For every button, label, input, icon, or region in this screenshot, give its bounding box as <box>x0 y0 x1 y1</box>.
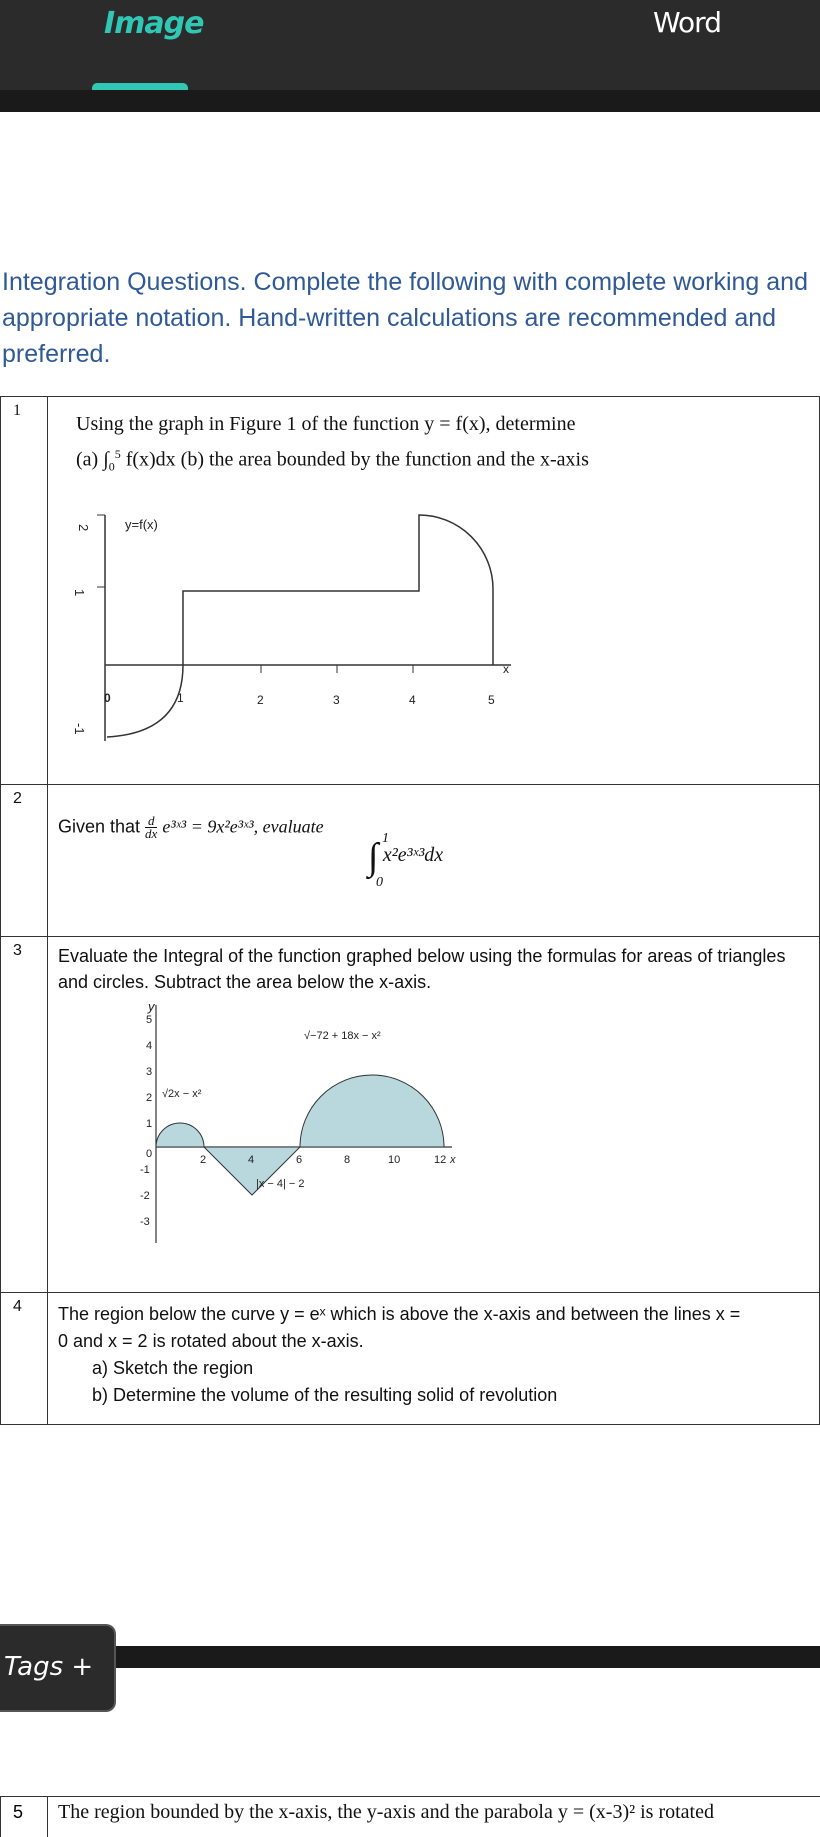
question-3-cell <box>48 937 820 1293</box>
document-heading: Integration Questions. Complete the following with complete working and appropriate notation. Hand-written calculations are recommended and preferred. <box>2 268 808 368</box>
graph3-xtick-2: 2 <box>200 1154 207 1166</box>
question-number <box>1 397 48 785</box>
graph3-xtick-4: 4 <box>248 1154 255 1166</box>
question-1-cell <box>48 397 820 785</box>
q4-line2: 0 and x = 2 is rotated about the x-axis. <box>58 1331 364 1351</box>
graph3-ytick-1: 1 <box>146 1118 153 1130</box>
q4-part-b: b) Determine the volume of the resulting solid of revolution <box>92 1385 558 1405</box>
active-tab-indicator <box>92 83 188 90</box>
graph3-x-label: x <box>450 1154 456 1166</box>
question-number <box>1 937 48 1293</box>
question-row-1 <box>1 397 820 785</box>
graph3-small-semicircle <box>156 1123 204 1147</box>
graph3-xtick-8: 8 <box>344 1154 351 1166</box>
q2-lower-limit: 0 <box>376 875 383 890</box>
tags-label: Tags + <box>4 1652 94 1682</box>
q2-frac-den: dx <box>145 826 158 841</box>
question-2-cell <box>48 785 820 937</box>
graph3-y-label: y <box>148 999 155 1014</box>
tags-bar <box>116 1646 820 1668</box>
q4-line1: The region below the curve y = eˣ which is above the x-axis and between the lines x = <box>58 1304 741 1324</box>
q1-line2-rest: f(x)dx (b) the area bounded by the function and the x-axis <box>120 448 589 471</box>
question-2-text <box>48 785 819 890</box>
question-5-text: The region bounded by the x-axis, the y-axis and the parabola y = (x-3)² is rotated <box>58 1801 714 1823</box>
question-row-5 <box>0 1796 820 1837</box>
question-number-label: 3 <box>13 942 22 959</box>
q1-integral-sign: (a) ∫ <box>76 448 109 471</box>
q2-integral-sign: ∫ <box>368 836 379 878</box>
question-1-text <box>48 397 819 482</box>
graph1-xtick-3: 3 <box>332 692 340 707</box>
question-row-2 <box>1 785 820 937</box>
question-4-cell <box>48 1293 820 1425</box>
tab-image[interactable]: Image <box>104 6 204 41</box>
graph3-ytick-neg1: -1 <box>140 1164 150 1176</box>
q1-line2 <box>76 439 819 482</box>
q4-part-a: a) Sketch the region <box>92 1358 254 1378</box>
graph3-ytick-3: 3 <box>146 1066 153 1078</box>
graph1-x-label: x <box>502 661 509 676</box>
graph1-xtick-2: 2 <box>256 692 264 707</box>
question-number-label: 2 <box>13 790 22 807</box>
tab-word[interactable]: Word <box>653 6 721 39</box>
q2-derivative <box>145 815 157 840</box>
graph1-xtick-1: 1 <box>176 690 184 705</box>
top-toolbar <box>0 0 820 90</box>
graph3-xtick-6: 6 <box>296 1154 303 1166</box>
q2-expression: e³ˣ³ = 9x²e³ˣ³, evaluate <box>162 816 324 837</box>
q2-integral <box>368 831 444 890</box>
question-number-label: 1 <box>13 402 21 419</box>
q2-given: Given that <box>58 816 146 837</box>
graph3-big-semicircle <box>300 1075 444 1147</box>
toolbar-divider <box>0 90 820 112</box>
figure-1-graph <box>51 501 551 791</box>
question-number-label: 5 <box>13 1802 24 1822</box>
graph3-ytick-2: 2 <box>146 1092 153 1104</box>
graph3-label-big-semicircle: √−72 + 18x − x² <box>304 1030 381 1042</box>
graph1-xtick-0: 0 <box>103 690 111 705</box>
graph3-label-abs: |x − 4| − 2 <box>256 1178 305 1190</box>
q2-integrand: x²e³ˣ³dx <box>382 844 444 866</box>
graph1-xtick-5: 5 <box>487 692 495 707</box>
question-row-3 <box>1 937 820 1293</box>
graph1-xtick-4: 4 <box>408 692 416 707</box>
graph3-ytick-4: 4 <box>146 1040 153 1052</box>
question-number <box>0 1797 48 1837</box>
q1-line1: Using the graph in Figure 1 of the function y = f(x), determine <box>76 413 576 435</box>
q1-lower-limit: 0 <box>108 459 115 474</box>
graph1-ytick-1: 1 <box>71 588 87 596</box>
questions-table <box>0 396 820 1425</box>
graph3-ytick-neg2: -2 <box>140 1190 150 1202</box>
graph1-ytick-2: 2 <box>75 523 91 531</box>
q2-frac-num: d <box>145 815 157 828</box>
question-number <box>1 785 48 937</box>
question-number <box>1 1293 48 1425</box>
tags-button[interactable] <box>0 1624 116 1712</box>
question-3-graph <box>94 997 484 1267</box>
graph3-xtick-10: 10 <box>388 1154 401 1166</box>
graph3-ytick-0: 0 <box>146 1148 153 1160</box>
graph3-ytick-5: 5 <box>146 1014 153 1026</box>
graph3-ytick-neg3: -3 <box>140 1216 150 1228</box>
question-row-4 <box>1 1293 820 1425</box>
graph1-function-label: y=f(x) <box>124 516 158 532</box>
graph1-ytick-neg1: -1 <box>71 722 87 735</box>
graph3-label-small-semicircle: √2x − x² <box>162 1088 202 1100</box>
question-number-label: 4 <box>13 1298 22 1315</box>
q2-upper-limit: 1 <box>382 831 389 846</box>
q1-upper-limit: 5 <box>114 447 121 461</box>
graph3-xtick-12: 12 <box>434 1154 447 1166</box>
question-3-text: Evaluate the Integral of the function graphed below using the formulas for areas of triangles and circles. Subtract the area below the x-axis. <box>58 946 786 992</box>
question-4-text <box>48 1293 819 1409</box>
graph1-function-curve <box>107 515 493 737</box>
